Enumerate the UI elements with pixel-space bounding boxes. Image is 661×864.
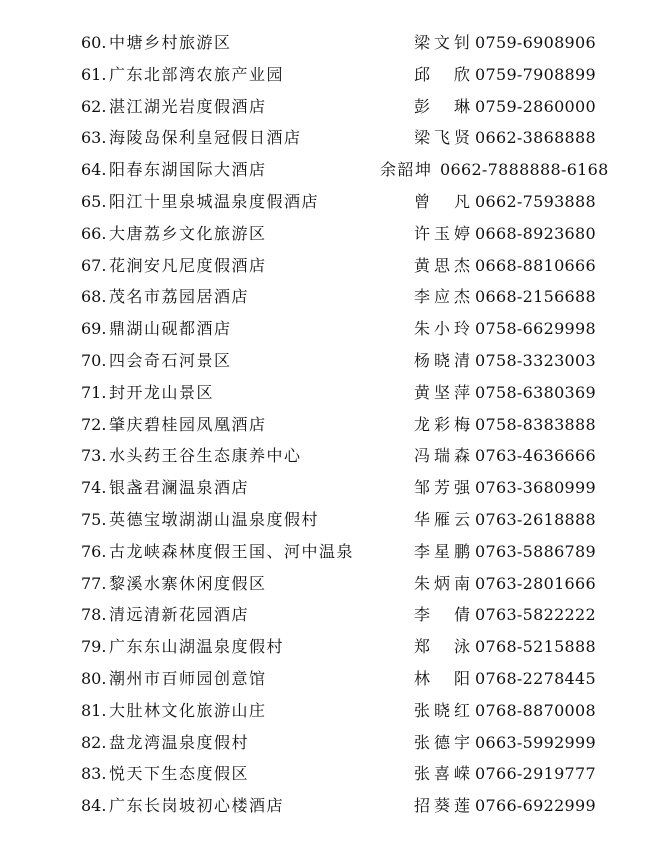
- contact-person: 杨晓清: [414, 350, 470, 370]
- contact-person: 李应杰: [414, 287, 470, 307]
- item-number: 68.: [81, 287, 107, 307]
- contact-person: 林 阳: [414, 668, 470, 688]
- list-item: [0, 599, 661, 631]
- item-number: 62.: [81, 96, 107, 116]
- phone-number: 0763-5886789: [475, 541, 596, 561]
- list-item: [0, 409, 661, 441]
- phone-number: 0758-6629998: [475, 319, 596, 339]
- contact-person: 李星鹏: [414, 541, 470, 561]
- venue-name: 鼎湖山砚都酒店: [109, 319, 232, 339]
- phone-number: 0768-2278445: [475, 668, 596, 688]
- venue-name: 清远清新花园酒店: [109, 605, 250, 625]
- contact-person: 张德宇: [414, 732, 470, 752]
- venue-name: 悦天下生态度假区: [109, 764, 250, 784]
- contact-person: 郑 泳: [414, 637, 470, 657]
- contact-person: 华雁云: [414, 509, 470, 529]
- contact-person: 朱炳南: [414, 573, 470, 593]
- item-number: 69.: [81, 319, 107, 339]
- phone-number: 0759-7908899: [475, 64, 596, 84]
- item-number: 61.: [81, 64, 107, 84]
- phone-number: 0759-6908906: [475, 33, 596, 52]
- phone-number: 0758-6380369: [475, 382, 596, 402]
- venue-name: 中塘乡村旅游区: [109, 33, 232, 52]
- list-item: [0, 154, 661, 186]
- phone-number: 0763-3680999: [475, 478, 596, 498]
- venue-name: 英德宝墩湖湖山温泉度假村: [109, 509, 320, 529]
- item-number: 80.: [81, 668, 107, 688]
- phone-number: 0763-5822222: [475, 605, 596, 625]
- venue-name: 四会奇石河景区: [109, 350, 232, 370]
- phone-number: 0668-8923680: [475, 223, 596, 243]
- venue-name: 广东北部湾农旅产业园: [109, 64, 285, 84]
- venue-name: 古龙峡森林度假王国、河中温泉: [109, 541, 355, 561]
- contact-person: 黄思杰: [414, 255, 470, 275]
- item-number: 65.: [81, 191, 107, 211]
- contact-person: 邹芳强: [414, 478, 470, 498]
- list-item: [0, 758, 661, 790]
- list-item: [0, 695, 661, 727]
- phone-number: 0663-5992999: [475, 732, 596, 752]
- contact-person: 冯瑞森: [414, 446, 470, 466]
- venue-name: 阳江十里泉城温泉度假酒店: [109, 191, 320, 211]
- venue-name: 广东东山湖温泉度假村: [109, 637, 285, 657]
- list-item: [0, 186, 661, 218]
- contact-person: 余韶坤: [380, 160, 433, 180]
- venue-name: 大肚林文化旅游山庄: [109, 700, 267, 720]
- contact-person: 彭 琳: [414, 96, 470, 116]
- list-item: [0, 281, 661, 313]
- item-number: 75.: [81, 509, 107, 529]
- list-item: [0, 122, 661, 154]
- item-number: 63.: [81, 128, 107, 148]
- venue-name: 银盏君澜温泉酒店: [109, 478, 250, 498]
- item-number: 82.: [81, 732, 107, 752]
- contact-person: 龙彩梅: [414, 414, 470, 434]
- phone-number: 0662-3868888: [475, 128, 596, 148]
- list-item: [0, 504, 661, 536]
- venue-name: 盘龙湾温泉度假村: [109, 732, 250, 752]
- venue-name: 封开龙山景区: [109, 382, 215, 402]
- venue-name: 阳春东湖国际大酒店: [109, 160, 267, 180]
- venue-name: 大唐荔乡文化旅游区: [109, 223, 267, 243]
- contact-person: 张喜嵘: [414, 764, 470, 784]
- phone-number: 0662-7593888: [475, 191, 596, 211]
- phone-number: 0768-5215888: [475, 637, 596, 657]
- venue-name: 水头药王谷生态康养中心: [109, 446, 302, 466]
- phone-number: 0766-6922999: [475, 796, 596, 816]
- contact-person: 张晓红: [414, 700, 470, 720]
- item-number: 84.: [81, 796, 107, 816]
- phone-number: 0768-8870008: [475, 700, 596, 720]
- item-number: 66.: [81, 223, 107, 243]
- phone-number: 0763-4636666: [475, 446, 596, 466]
- contact-person: 李 倩: [414, 605, 470, 625]
- item-number: 83.: [81, 764, 107, 784]
- venue-name: 广东长岗坡初心楼酒店: [109, 796, 285, 816]
- phone-number: 0668-8810666: [475, 255, 596, 275]
- contact-person: 梁飞贤: [414, 128, 470, 148]
- phone-number: 0766-2919777: [475, 764, 596, 784]
- contact-person: 许玉婷: [414, 223, 470, 243]
- item-number: 81.: [81, 700, 107, 720]
- list-item: [0, 536, 661, 568]
- list-item: [0, 631, 661, 663]
- phone-number: 0759-2860000: [475, 96, 596, 116]
- phone-number: 0662-7888888-6168: [440, 160, 609, 180]
- item-number: 60.: [81, 33, 107, 52]
- list-item: [0, 250, 661, 282]
- list-item: [0, 59, 661, 91]
- venue-name: 花涧安凡尼度假酒店: [109, 255, 267, 275]
- list-item: [0, 440, 661, 472]
- item-number: 67.: [81, 255, 107, 275]
- item-number: 71.: [81, 382, 107, 402]
- item-number: 70.: [81, 350, 107, 370]
- phone-number: 0668-2156688: [475, 287, 596, 307]
- venue-name: 茂名市荔园居酒店: [109, 287, 250, 307]
- contact-person: 朱小玲: [414, 319, 470, 339]
- item-number: 64.: [81, 160, 107, 180]
- list-item: [0, 663, 661, 695]
- list-item: [0, 91, 661, 123]
- list-item: [0, 313, 661, 345]
- item-number: 74.: [81, 478, 107, 498]
- phone-number: 0758-8383888: [475, 414, 596, 434]
- contact-person: 招葵莲: [414, 796, 470, 816]
- list-item: [0, 218, 661, 250]
- item-number: 78.: [81, 605, 107, 625]
- list-item: [0, 377, 661, 409]
- item-number: 72.: [81, 414, 107, 434]
- item-number: 79.: [81, 637, 107, 657]
- phone-number: 0758-3323003: [475, 350, 596, 370]
- venue-name: 湛江湖光岩度假酒店: [109, 96, 267, 116]
- venue-name: 潮州市百师园创意馆: [109, 668, 267, 688]
- contact-person: 黄坚萍: [414, 382, 470, 402]
- list-item: [0, 790, 661, 822]
- contact-list: [0, 27, 661, 822]
- list-item: [0, 345, 661, 377]
- contact-person: 曾 凡: [414, 191, 470, 211]
- contact-person: 梁文钊: [414, 33, 470, 52]
- list-item: [0, 727, 661, 759]
- venue-name: 黎溪水寨休闲度假区: [109, 573, 267, 593]
- venue-name: 肇庆碧桂园凤凰酒店: [109, 414, 267, 434]
- venue-name: 海陵岛保利皇冠假日酒店: [109, 128, 302, 148]
- list-item: [0, 27, 661, 59]
- phone-number: 0763-2618888: [475, 509, 596, 529]
- list-item: [0, 568, 661, 600]
- phone-number: 0763-2801666: [475, 573, 596, 593]
- item-number: 77.: [81, 573, 107, 593]
- item-number: 76.: [81, 541, 107, 561]
- item-number: 73.: [81, 446, 107, 466]
- list-item: [0, 472, 661, 504]
- contact-person: 邱 欣: [414, 64, 470, 84]
